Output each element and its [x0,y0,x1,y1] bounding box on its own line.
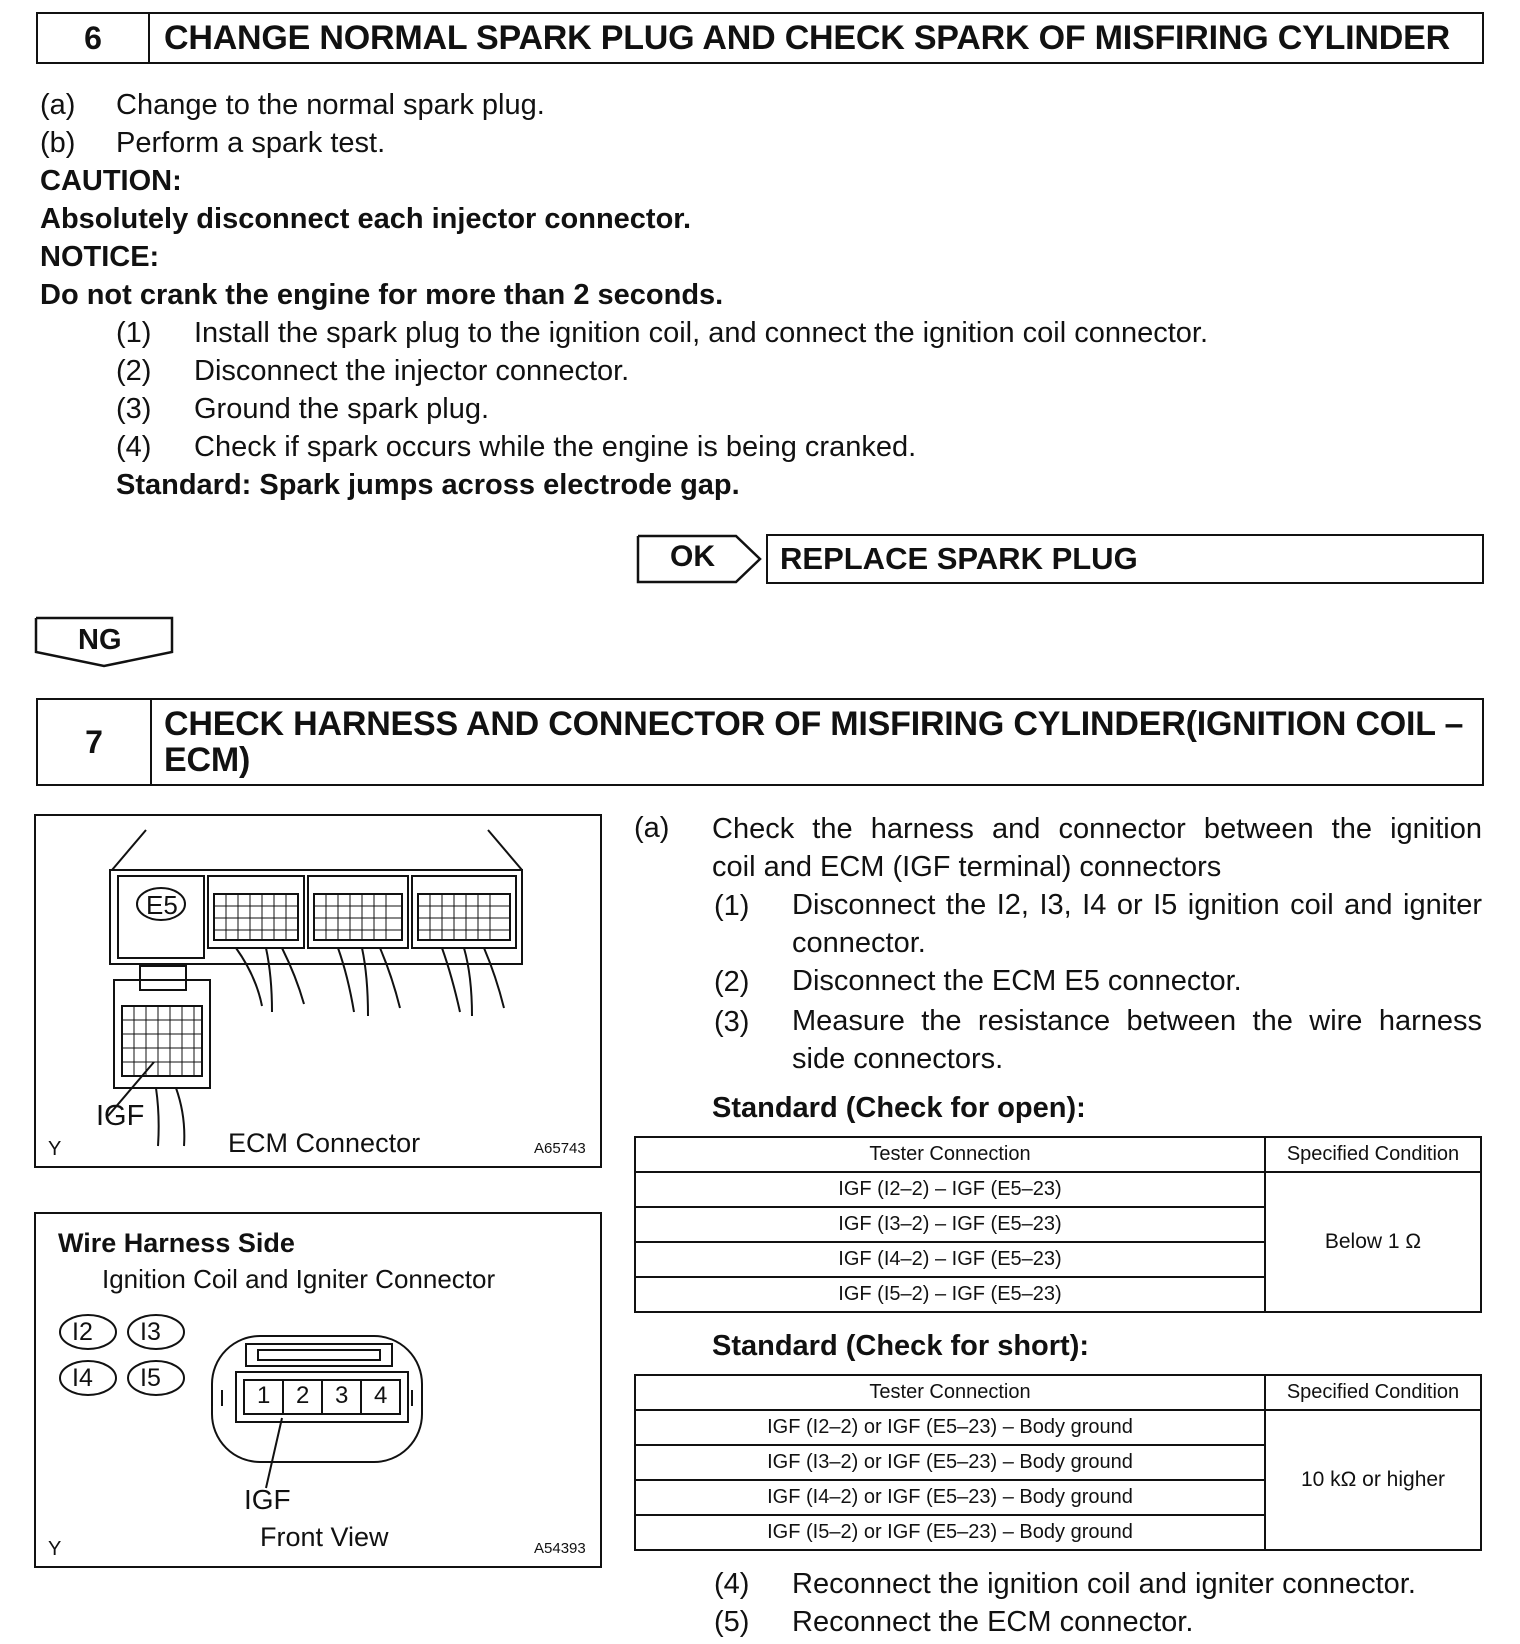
ecm-connector-figure [34,814,602,1168]
connector-i2: I2 [72,1318,93,1346]
step-6-header [36,12,1484,64]
short-table-row: IGF (I2–2) or IGF (E5–23) – Body ground [635,1410,1265,1445]
short-table-row: IGF (I4–2) or IGF (E5–23) – Body ground [635,1480,1265,1515]
step-6-subitem-2: (2) Disconnect the injector connector. [116,355,630,387]
ecm-figure-corner-letter: Y [48,1138,62,1160]
wire-harness-figure [34,1212,602,1568]
harness-figure-caption: Front View [260,1522,389,1552]
step-7-subitem-4-mark: (4) [714,1568,750,1600]
connector-i3: I3 [140,1318,161,1346]
step-7-subitem-1-mark: (1) [714,890,750,922]
short-table-header-connection: Tester Connection [635,1375,1265,1410]
short-table-row: IGF (I5–2) or IGF (E5–23) – Body ground [635,1515,1265,1550]
step-7-subitem-3-text: Measure the resistance between the wire harness side connectors. [792,1005,1482,1075]
open-table-row: IGF (I2–2) – IGF (E5–23) [635,1172,1265,1207]
step-6-subitem-4: (4) Check if spark occurs while the engine is being cranked. [116,431,917,463]
step-7-title-line2: ECM) [164,741,251,779]
short-check-table [634,1374,1482,1551]
step-7-number: 7 [38,700,152,784]
step-7-subitem-2-text: Disconnect the ECM E5 connector. [792,965,1242,997]
open-table-row: IGF (I4–2) – IGF (E5–23) [635,1242,1265,1277]
ok-label: OK [670,540,715,573]
step-6-item-b: (b) Perform a spark test. [40,127,386,159]
wire-harness-subtitle: Ignition Coil and Igniter Connector [102,1264,496,1294]
notice-text: Do not crank the engine for more than 2 seconds. [40,279,724,311]
open-table-header-connection: Tester Connection [635,1137,1265,1172]
ecm-igf-label: IGF [96,1100,145,1132]
step-6-subitem-1: (1) Install the spark plug to the ignition coil, and connect the ignition coil connector. [116,317,1209,349]
step-7-header [36,698,1484,786]
open-table-row: IGF (I5–2) – IGF (E5–23) [635,1277,1265,1312]
step-7-item-a-text: Check the harness and connector between the ignition coil and ECM (IGF terminal) connectors [712,813,1482,883]
step-7-subitem-2-mark: (2) [714,966,750,998]
caution-text: Absolutely disconnect each injector connector. [40,203,692,235]
step-7-title-line1: CHECK HARNESS AND CONNECTOR OF MISFIRING CYLINDER(IGNITION COIL – [164,705,1464,743]
ok-result-text: REPLACE SPARK PLUG [780,541,1138,576]
step-7-subitem-1-text: Disconnect the I2, I3, I4 or I5 ignition coil and igniter connector. [792,889,1482,959]
connector-i5: I5 [140,1364,161,1392]
harness-figure-id: A54393 [534,1540,586,1557]
notice-label: NOTICE: [40,241,160,273]
standard-short-label: Standard (Check for short): [712,1330,1090,1362]
step-7-subitem-5-text: Reconnect the ECM connector. [792,1606,1194,1638]
pin-2: 2 [296,1382,310,1409]
harness-figure-corner-letter: Y [48,1538,62,1560]
connector-i4: I4 [72,1364,93,1392]
step-6-standard: Standard: Spark jumps across electrode gap. [116,469,740,501]
short-table-header-condition: Specified Condition [1265,1375,1481,1410]
open-table-row: IGF (I3–2) – IGF (E5–23) [635,1207,1265,1242]
pin-3: 3 [335,1382,349,1409]
e5-connector-label: E5 [146,890,178,920]
ok-result-box [766,534,1484,584]
pin-1: 1 [257,1382,271,1409]
step-6-title: CHANGE NORMAL SPARK PLUG AND CHECK SPARK OF MISFIRING CYLINDER [164,19,1450,57]
step-7-subitem-3-mark: (3) [714,1006,750,1038]
standard-open-label: Standard (Check for open): [712,1092,1086,1124]
ecm-figure-id: A65743 [534,1140,586,1157]
step-6-number: 6 [38,14,150,62]
open-check-table [634,1136,1482,1313]
step-7-subitem-5-mark: (5) [714,1606,750,1638]
harness-igf-label: IGF [244,1484,291,1515]
ng-label: NG [78,624,122,656]
short-table-condition: 10 kΩ or higher [1265,1410,1481,1550]
step-7-item-a-mark: (a) [634,812,670,844]
step-6-item-a: (a) Change to the normal spark plug. [40,89,545,121]
ecm-figure-caption: ECM Connector [228,1128,421,1158]
igniter-connector-drawing [36,1214,600,1566]
step-7-subitem-4-text: Reconnect the ignition coil and igniter connector. [792,1568,1416,1600]
wire-harness-title: Wire Harness Side [58,1228,295,1258]
caution-label: CAUTION: [40,165,182,197]
short-table-row: IGF (I3–2) or IGF (E5–23) – Body ground [635,1445,1265,1480]
pin-4: 4 [374,1382,388,1409]
step-6-subitem-3: (3) Ground the spark plug. [116,393,490,425]
open-table-header-condition: Specified Condition [1265,1137,1481,1172]
open-table-condition: Below 1 Ω [1265,1172,1481,1312]
